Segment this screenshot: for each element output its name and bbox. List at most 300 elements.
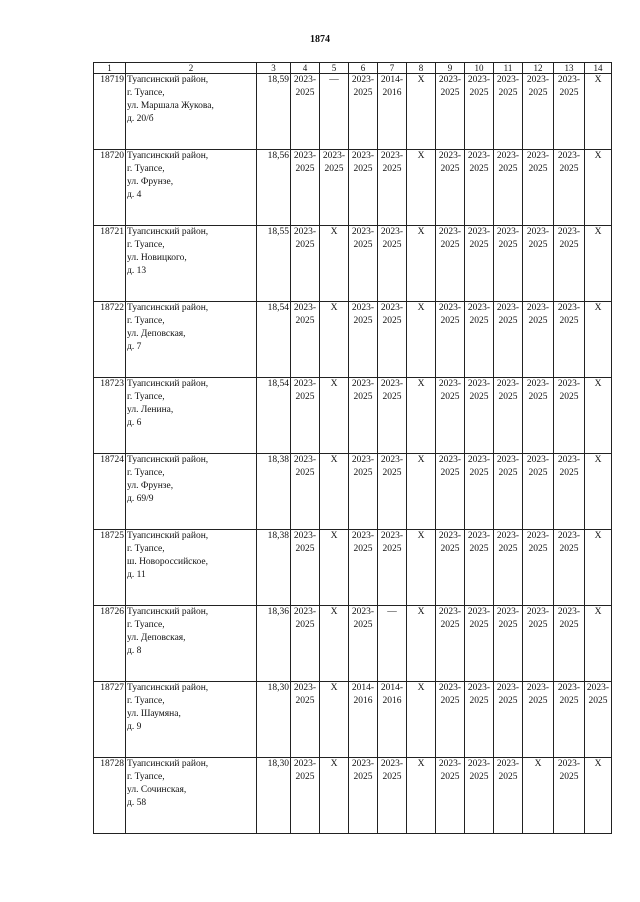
period-cell (554, 226, 585, 302)
period-cell (349, 758, 378, 834)
period-cell (554, 454, 585, 530)
period-cell (494, 530, 523, 606)
cell-value: 2023- (380, 455, 404, 465)
cell-value: X (594, 455, 602, 465)
period-cell (436, 530, 465, 606)
period-cell (378, 150, 407, 226)
period-cell (494, 302, 523, 378)
address-line: д. 6 (127, 418, 142, 428)
address-line: г. Туапсе, (127, 468, 165, 478)
cell-value: 2023- (351, 607, 375, 617)
address-line: д. 8 (127, 646, 142, 656)
address-line: г. Туапсе, (127, 772, 165, 782)
cell-value: 2025 (295, 316, 315, 326)
cell-value: 2025 (559, 88, 579, 98)
address-line: Туапсинский район, (127, 303, 209, 313)
period-cell (291, 682, 320, 758)
cell-value: 2025 (528, 164, 548, 174)
cell-value: 2025 (469, 620, 489, 630)
cell-value: 2023- (438, 303, 462, 313)
cell-value: 2025 (353, 316, 373, 326)
period-cell (349, 150, 378, 226)
cell-value: 2023- (557, 379, 581, 389)
address-line: Туапсинский район, (127, 227, 209, 237)
address-cell (126, 454, 257, 530)
page-number: 1874 (310, 34, 330, 45)
address-line: ш. Новороссийское, (127, 557, 208, 567)
cell-value: 2025 (588, 696, 608, 706)
cell-value: 2023- (467, 75, 491, 85)
period-cell (291, 530, 320, 606)
address-line: Туапсинский район, (127, 759, 209, 769)
period-cell (320, 454, 349, 530)
period-cell (320, 758, 349, 834)
cell-value: 2023- (293, 531, 317, 541)
cell-value: 2025 (295, 88, 315, 98)
cell-value: 2025 (498, 620, 518, 630)
address-line: ул. Новицкого, (127, 253, 187, 263)
period-cell (465, 682, 494, 758)
address-line: Туапсинский район, (127, 379, 209, 389)
cell-value: 2025 (295, 620, 315, 630)
cell-value: 2023- (526, 227, 550, 237)
cell-value: X (330, 607, 338, 617)
cell-value: 2023- (380, 303, 404, 313)
cell-value: 2025 (440, 88, 460, 98)
cell-value: 2025 (353, 544, 373, 554)
cell-value: X (417, 531, 425, 541)
period-cell (494, 454, 523, 530)
cell-value: 2025 (382, 392, 402, 402)
cell-value: 2023- (496, 75, 520, 85)
area-cell: 18,36 (257, 606, 291, 682)
cell-value: 2025 (295, 544, 315, 554)
cell-value: X (417, 683, 425, 693)
period-cell (378, 606, 407, 682)
address-line: Туапсинский район, (127, 607, 209, 617)
cell-value: — (329, 75, 339, 85)
period-cell (465, 606, 494, 682)
cell-value: 2025 (353, 240, 373, 250)
period-cell (291, 758, 320, 834)
address-cell (126, 530, 257, 606)
cell-value: X (594, 759, 602, 769)
column-header: 8 (407, 63, 436, 74)
cell-value: X (417, 151, 425, 161)
cell-value: 2023- (526, 151, 550, 161)
period-cell (523, 74, 554, 150)
period-cell (585, 74, 612, 150)
row-number: 18724 (94, 454, 126, 530)
period-cell (465, 226, 494, 302)
cell-value: 2023- (322, 151, 346, 161)
period-cell (407, 682, 436, 758)
period-cell (407, 226, 436, 302)
column-header: 6 (349, 63, 378, 74)
period-cell (494, 150, 523, 226)
period-cell (494, 682, 523, 758)
period-cell (585, 606, 612, 682)
cell-value: 2025 (295, 696, 315, 706)
cell-value: 2025 (469, 696, 489, 706)
cell-value: 2023- (438, 531, 462, 541)
cell-value: 2023- (438, 379, 462, 389)
cell-value: 2025 (559, 240, 579, 250)
address-line: Туапсинский район, (127, 151, 209, 161)
period-cell (291, 150, 320, 226)
cell-value: 2023- (557, 455, 581, 465)
cell-value: 2025 (469, 316, 489, 326)
period-cell (465, 454, 494, 530)
period-cell (378, 530, 407, 606)
address-line: г. Туапсе, (127, 164, 165, 174)
address-line: ул. Ленина, (127, 405, 174, 415)
period-cell (378, 74, 407, 150)
period-cell (349, 378, 378, 454)
period-cell (349, 682, 378, 758)
table-row (94, 226, 612, 302)
cell-value: 2023- (467, 759, 491, 769)
period-cell (378, 454, 407, 530)
period-cell (523, 758, 554, 834)
cell-value: 2023- (557, 759, 581, 769)
cell-value: 2023- (438, 607, 462, 617)
cell-value: 2025 (353, 772, 373, 782)
address-cell (126, 606, 257, 682)
address-line: ул. Фрунзе, (127, 177, 174, 187)
cell-value: 2025 (440, 772, 460, 782)
period-cell (407, 454, 436, 530)
period-cell (523, 378, 554, 454)
cell-value: X (594, 379, 602, 389)
period-cell (407, 530, 436, 606)
period-cell (494, 378, 523, 454)
cell-value: 2023- (496, 759, 520, 769)
address-line: д. 11 (127, 570, 146, 580)
column-header: 12 (523, 63, 554, 74)
cell-value: 2025 (528, 240, 548, 250)
row-number: 18727 (94, 682, 126, 758)
cell-value: 2025 (498, 468, 518, 478)
cell-value: 2014- (351, 683, 375, 693)
period-cell (554, 74, 585, 150)
cell-value: 2023- (496, 151, 520, 161)
cell-value: 2025 (353, 620, 373, 630)
column-header: 10 (465, 63, 494, 74)
address-cell (126, 378, 257, 454)
area-cell: 18,56 (257, 150, 291, 226)
period-cell (523, 682, 554, 758)
address-line: д. 58 (127, 798, 147, 808)
period-cell (465, 758, 494, 834)
cell-value: 2025 (469, 88, 489, 98)
period-cell (465, 378, 494, 454)
address-line: Туапсинский район, (127, 75, 209, 85)
cell-value: 2025 (469, 544, 489, 554)
period-cell (320, 226, 349, 302)
area-cell: 18,30 (257, 758, 291, 834)
cell-value: 2025 (295, 240, 315, 250)
cell-value: 2025 (382, 772, 402, 782)
period-cell (291, 74, 320, 150)
area-cell: 18,30 (257, 682, 291, 758)
cell-value: 2025 (382, 316, 402, 326)
cell-value: 2023- (293, 227, 317, 237)
period-cell (407, 150, 436, 226)
row-number: 18723 (94, 378, 126, 454)
cell-value: 2025 (559, 772, 579, 782)
cell-value: X (330, 455, 338, 465)
cell-value: 2023- (438, 227, 462, 237)
column-header: 5 (320, 63, 349, 74)
cell-value: 2023- (557, 683, 581, 693)
cell-value: 2023- (467, 227, 491, 237)
table-row (94, 606, 612, 682)
cell-value: 2023- (526, 455, 550, 465)
cell-value: 2023- (380, 379, 404, 389)
area-cell: 18,54 (257, 378, 291, 454)
cell-value: 2023- (351, 759, 375, 769)
cell-value: 2023- (557, 151, 581, 161)
cell-value: 2025 (498, 544, 518, 554)
cell-value: 2023- (557, 303, 581, 313)
period-cell (378, 226, 407, 302)
period-cell (378, 758, 407, 834)
period-cell (349, 226, 378, 302)
address-line: ул. Фрунзе, (127, 481, 174, 491)
cell-value: 2023- (526, 531, 550, 541)
cell-value: 2025 (559, 392, 579, 402)
table-row (94, 74, 612, 150)
address-cell (126, 758, 257, 834)
cell-value: 2023- (467, 379, 491, 389)
cell-value: 2025 (498, 696, 518, 706)
cell-value: X (534, 759, 542, 769)
row-number: 18722 (94, 302, 126, 378)
cell-value: 2023- (380, 531, 404, 541)
period-cell (436, 454, 465, 530)
cell-value: — (387, 607, 397, 617)
cell-value: X (330, 227, 338, 237)
cell-value: 2025 (440, 468, 460, 478)
cell-value: 2025 (559, 696, 579, 706)
area-cell: 18,59 (257, 74, 291, 150)
period-cell (585, 150, 612, 226)
cell-value: 2025 (382, 240, 402, 250)
cell-value: 2025 (559, 316, 579, 326)
cell-value: 2025 (382, 544, 402, 554)
period-cell (436, 150, 465, 226)
period-cell (349, 74, 378, 150)
column-header: 11 (494, 63, 523, 74)
cell-value: X (594, 531, 602, 541)
cell-value: X (417, 303, 425, 313)
cell-value: 2023- (351, 303, 375, 313)
period-cell (407, 606, 436, 682)
period-cell (523, 150, 554, 226)
period-cell (291, 302, 320, 378)
cell-value: 2025 (440, 696, 460, 706)
period-cell (494, 758, 523, 834)
cell-value: 2025 (559, 468, 579, 478)
cell-value: 2023- (526, 607, 550, 617)
column-header: 7 (378, 63, 407, 74)
cell-value: 2025 (295, 392, 315, 402)
area-cell: 18,38 (257, 530, 291, 606)
cell-value: 2023- (380, 227, 404, 237)
cell-value: X (330, 379, 338, 389)
cell-value: 2023- (496, 683, 520, 693)
cell-value: X (594, 227, 602, 237)
cell-value: 2025 (382, 468, 402, 478)
address-cell (126, 302, 257, 378)
cell-value: 2023- (293, 379, 317, 389)
cell-value: 2025 (440, 316, 460, 326)
column-header: 2 (126, 63, 257, 74)
period-cell (436, 226, 465, 302)
address-line: Туапсинский район, (127, 531, 209, 541)
period-cell (585, 682, 612, 758)
period-cell (523, 454, 554, 530)
cell-value: 2023- (351, 227, 375, 237)
cell-value: 2023- (438, 683, 462, 693)
cell-value: 2023- (526, 303, 550, 313)
period-cell (320, 378, 349, 454)
cell-value: 2025 (295, 164, 315, 174)
cell-value: 2025 (469, 240, 489, 250)
cell-value: 2025 (528, 544, 548, 554)
address-line: г. Туапсе, (127, 620, 165, 630)
row-number: 18719 (94, 74, 126, 150)
cell-value: X (417, 455, 425, 465)
address-line: ул. Деповская, (127, 633, 186, 643)
address-line: г. Туапсе, (127, 696, 165, 706)
period-cell (436, 682, 465, 758)
address-line: Туапсинский район, (127, 683, 209, 693)
area-cell: 18,38 (257, 454, 291, 530)
address-cell (126, 150, 257, 226)
address-line: ул. Сочинская, (127, 785, 187, 795)
cell-value: 2023- (293, 303, 317, 313)
cell-value: 2023- (293, 455, 317, 465)
period-cell (320, 606, 349, 682)
address-line: д. 9 (127, 722, 142, 732)
period-cell (465, 150, 494, 226)
period-cell (349, 606, 378, 682)
cell-value: X (594, 607, 602, 617)
address-line: г. Туапсе, (127, 88, 165, 98)
period-cell (291, 378, 320, 454)
cell-value: 2025 (559, 620, 579, 630)
cell-value: 2023- (496, 227, 520, 237)
cell-value: 2025 (528, 468, 548, 478)
cell-value: 2023- (467, 607, 491, 617)
period-cell (320, 302, 349, 378)
period-cell (320, 530, 349, 606)
cell-value: 2023- (438, 759, 462, 769)
period-cell (523, 606, 554, 682)
period-cell (349, 454, 378, 530)
address-line: г. Туапсе, (127, 544, 165, 554)
address-line: ул. Шаумяна, (127, 709, 181, 719)
period-cell (554, 302, 585, 378)
cell-value: 2025 (295, 772, 315, 782)
cell-value: 2025 (353, 468, 373, 478)
period-cell (554, 682, 585, 758)
period-cell (554, 606, 585, 682)
cell-value: 2025 (528, 620, 548, 630)
period-cell (465, 74, 494, 150)
cell-value: X (594, 151, 602, 161)
period-cell (554, 530, 585, 606)
cell-value: 2025 (353, 392, 373, 402)
table-body (94, 74, 612, 834)
period-cell (523, 530, 554, 606)
cell-value: 2016 (382, 88, 402, 98)
address-line: Туапсинский район, (127, 455, 209, 465)
cell-value: 2025 (528, 392, 548, 402)
cell-value: 2014- (380, 683, 404, 693)
cell-value: 2023- (467, 303, 491, 313)
period-cell (349, 530, 378, 606)
address-line: д. 4 (127, 190, 142, 200)
period-cell (349, 302, 378, 378)
period-cell (436, 378, 465, 454)
cell-value: X (417, 227, 425, 237)
cell-value: 2025 (528, 316, 548, 326)
cell-value: 2023- (351, 531, 375, 541)
cell-value: 2023- (438, 151, 462, 161)
table-row (94, 302, 612, 378)
period-cell (407, 74, 436, 150)
cell-value: 2025 (528, 696, 548, 706)
cell-value: 2023- (557, 607, 581, 617)
cell-value: 2023- (438, 455, 462, 465)
cell-value: X (417, 607, 425, 617)
cell-value: 2023- (526, 379, 550, 389)
header-row (94, 63, 612, 74)
cell-value: 2023- (351, 75, 375, 85)
area-cell: 18,55 (257, 226, 291, 302)
cell-value: 2023- (467, 151, 491, 161)
cell-value: X (330, 303, 338, 313)
period-cell (554, 378, 585, 454)
cell-value: 2025 (498, 772, 518, 782)
period-cell (554, 150, 585, 226)
cell-value: 2023- (496, 607, 520, 617)
cell-value: X (417, 75, 425, 85)
period-cell (320, 150, 349, 226)
cell-value: 2023- (467, 531, 491, 541)
cell-value: 2023- (293, 75, 317, 85)
registry-table (93, 62, 612, 834)
table-row (94, 454, 612, 530)
cell-value: 2023- (496, 455, 520, 465)
cell-value: X (330, 759, 338, 769)
column-header: 9 (436, 63, 465, 74)
period-cell (291, 454, 320, 530)
period-cell (523, 302, 554, 378)
period-cell (291, 226, 320, 302)
cell-value: X (417, 379, 425, 389)
period-cell (494, 226, 523, 302)
cell-value: 2025 (469, 468, 489, 478)
address-line: д. 13 (127, 266, 147, 276)
column-header: 3 (257, 63, 291, 74)
row-number: 18725 (94, 530, 126, 606)
period-cell (465, 530, 494, 606)
cell-value: 2023- (351, 379, 375, 389)
